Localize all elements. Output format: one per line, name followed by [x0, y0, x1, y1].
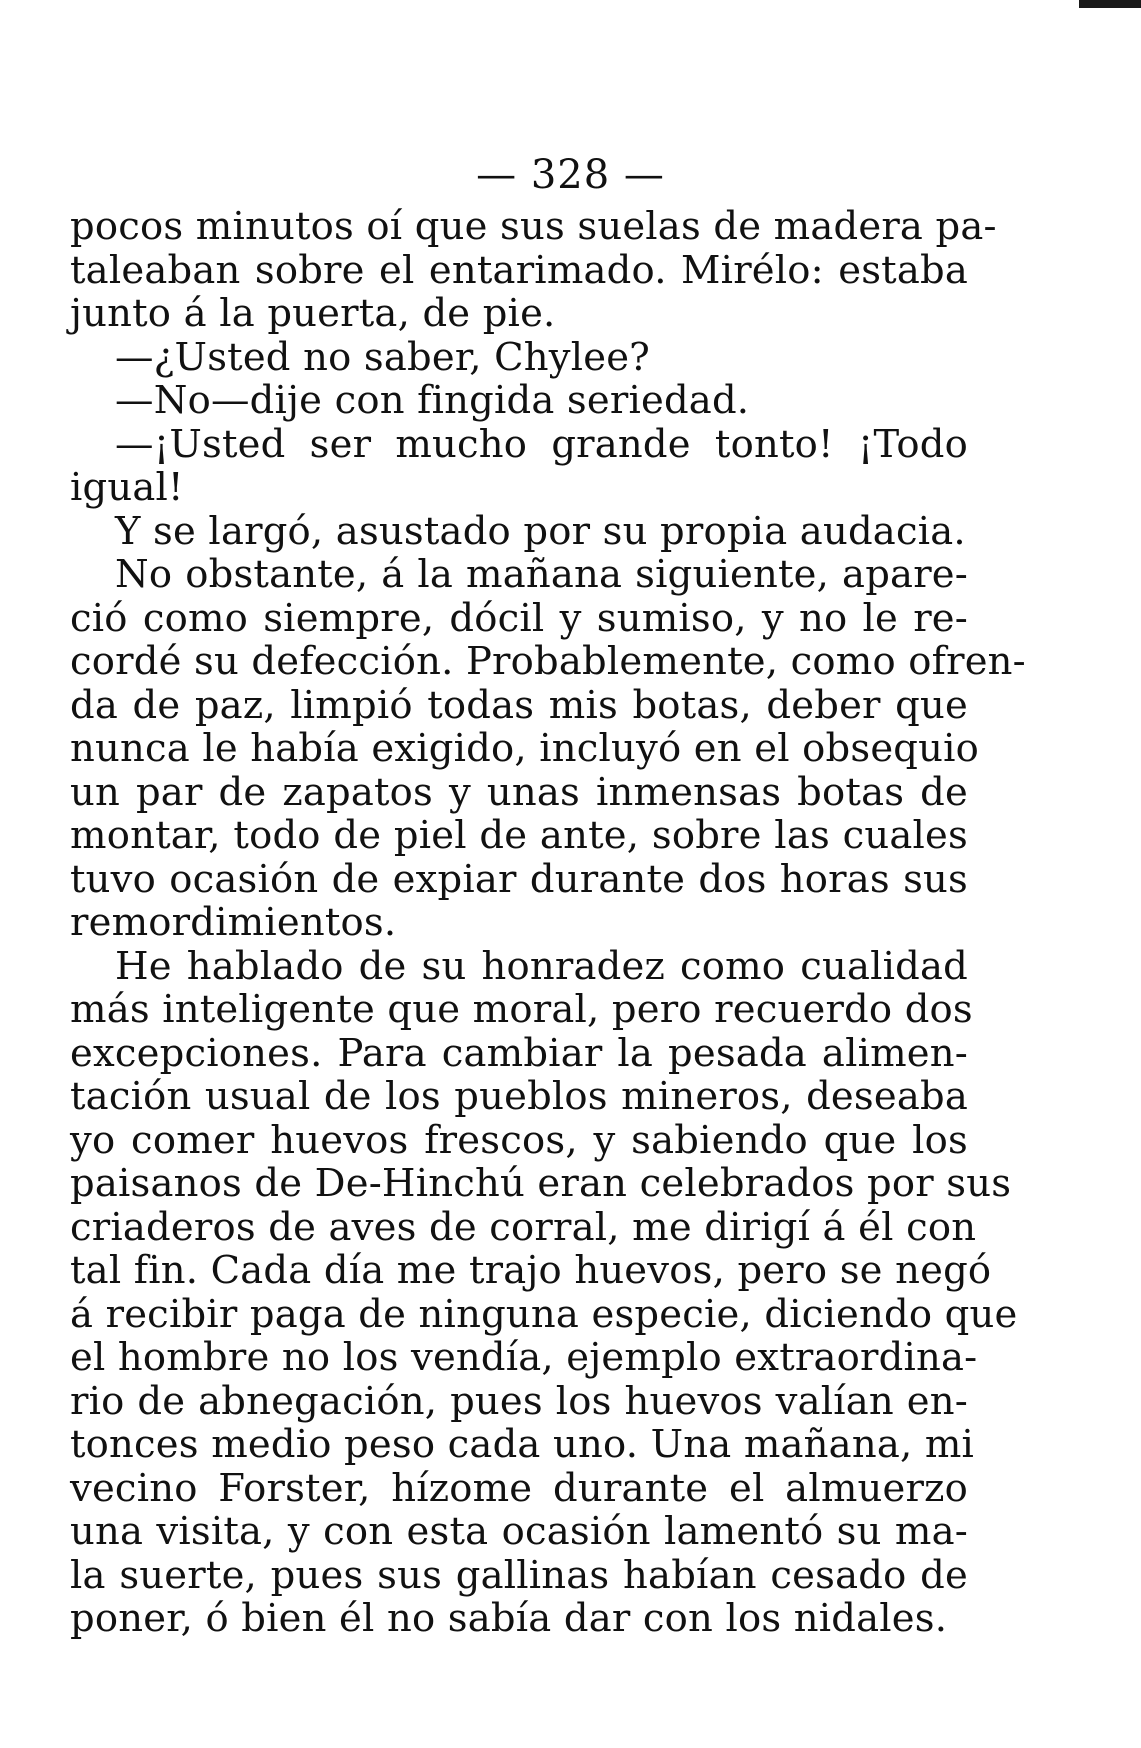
page-number: — 328 — — [476, 152, 665, 198]
text-line: cordé su defección. Probablemente, como ofren- — [70, 639, 1026, 684]
text-line: el hombre no los vendía, ejemplo extraordina- — [70, 1335, 978, 1380]
text-line: remordimientos. — [70, 900, 397, 945]
text-line: tuvo ocasión de expiar durante dos horas sus — [70, 856, 968, 902]
text-line: poner, ó bien él no sabía dar con los nidales. — [70, 1596, 948, 1641]
dialogue-line: —¿Usted no saber, Chylee? — [115, 334, 651, 380]
text-line: da de paz, limpió todas mis botas, deber que — [70, 682, 968, 728]
scan-edge-mark — [1079, 0, 1141, 8]
text-line: igual! — [70, 465, 184, 510]
text-line: nunca le había exigido, incluyó en el obsequio — [70, 726, 980, 771]
dialogue-line: —No—dije con fingida seriedad. — [115, 378, 750, 423]
text-line: á recibir paga de ninguna especie, diciendo que — [70, 1291, 1018, 1337]
text-line: taleaban sobre el entarimado. Mirélo: estaba — [70, 247, 968, 293]
text-line: criaderos de aves de corral, me dirigí á él con — [70, 1204, 977, 1250]
text-line: la suerte, pues sus gallinas habían cesado de — [70, 1552, 968, 1598]
text-line: yo comer huevos frescos, y sabiendo que los — [70, 1117, 968, 1163]
text-line: paisanos de De-Hinchú eran celebrados por sus — [70, 1161, 1012, 1206]
body-text — [70, 204, 1026, 1641]
text-line: vecino Forster, hízome durante el almuerzo — [70, 1465, 968, 1511]
text-line: tación usual de los pueblos mineros, deseaba — [70, 1074, 968, 1119]
paragraph-line: No obstante, á la mañana siguiente, apare- — [115, 552, 968, 597]
text-line: excepciones. Para cambiar la pesada alimen- — [70, 1030, 968, 1076]
paragraph-line: He hablado de su honradez como cualidad — [115, 943, 968, 989]
text-line: montar, todo de piel de ante, sobre las cuales — [70, 813, 968, 858]
paragraph-line: Y se largó, asustado por su propia audacia. — [115, 508, 966, 554]
text-line: pocos minutos oí que sus suelas de madera pa- — [70, 204, 997, 249]
text-line: junto á la puerta, de pie. — [70, 291, 556, 336]
text-line: rio de abnegación, pues los huevos valían en- — [70, 1378, 968, 1424]
text-line: un par de zapatos y unas inmensas botas de — [70, 769, 968, 815]
text-line: ció como siempre, dócil y sumiso, y no le re- — [70, 595, 968, 641]
text-line: más inteligente que moral, pero recuerdo dos — [70, 987, 973, 1032]
text-line: tonces medio peso cada uno. Una mañana, mi — [70, 1422, 975, 1467]
text-line: tal fin. Cada día me trajo huevos, pero se negó — [70, 1248, 992, 1293]
text-line: una visita, y con esta ocasión lamentó su ma- — [70, 1509, 968, 1554]
dialogue-line: —¡Usted ser mucho grande tonto! ¡Todo — [115, 421, 968, 467]
